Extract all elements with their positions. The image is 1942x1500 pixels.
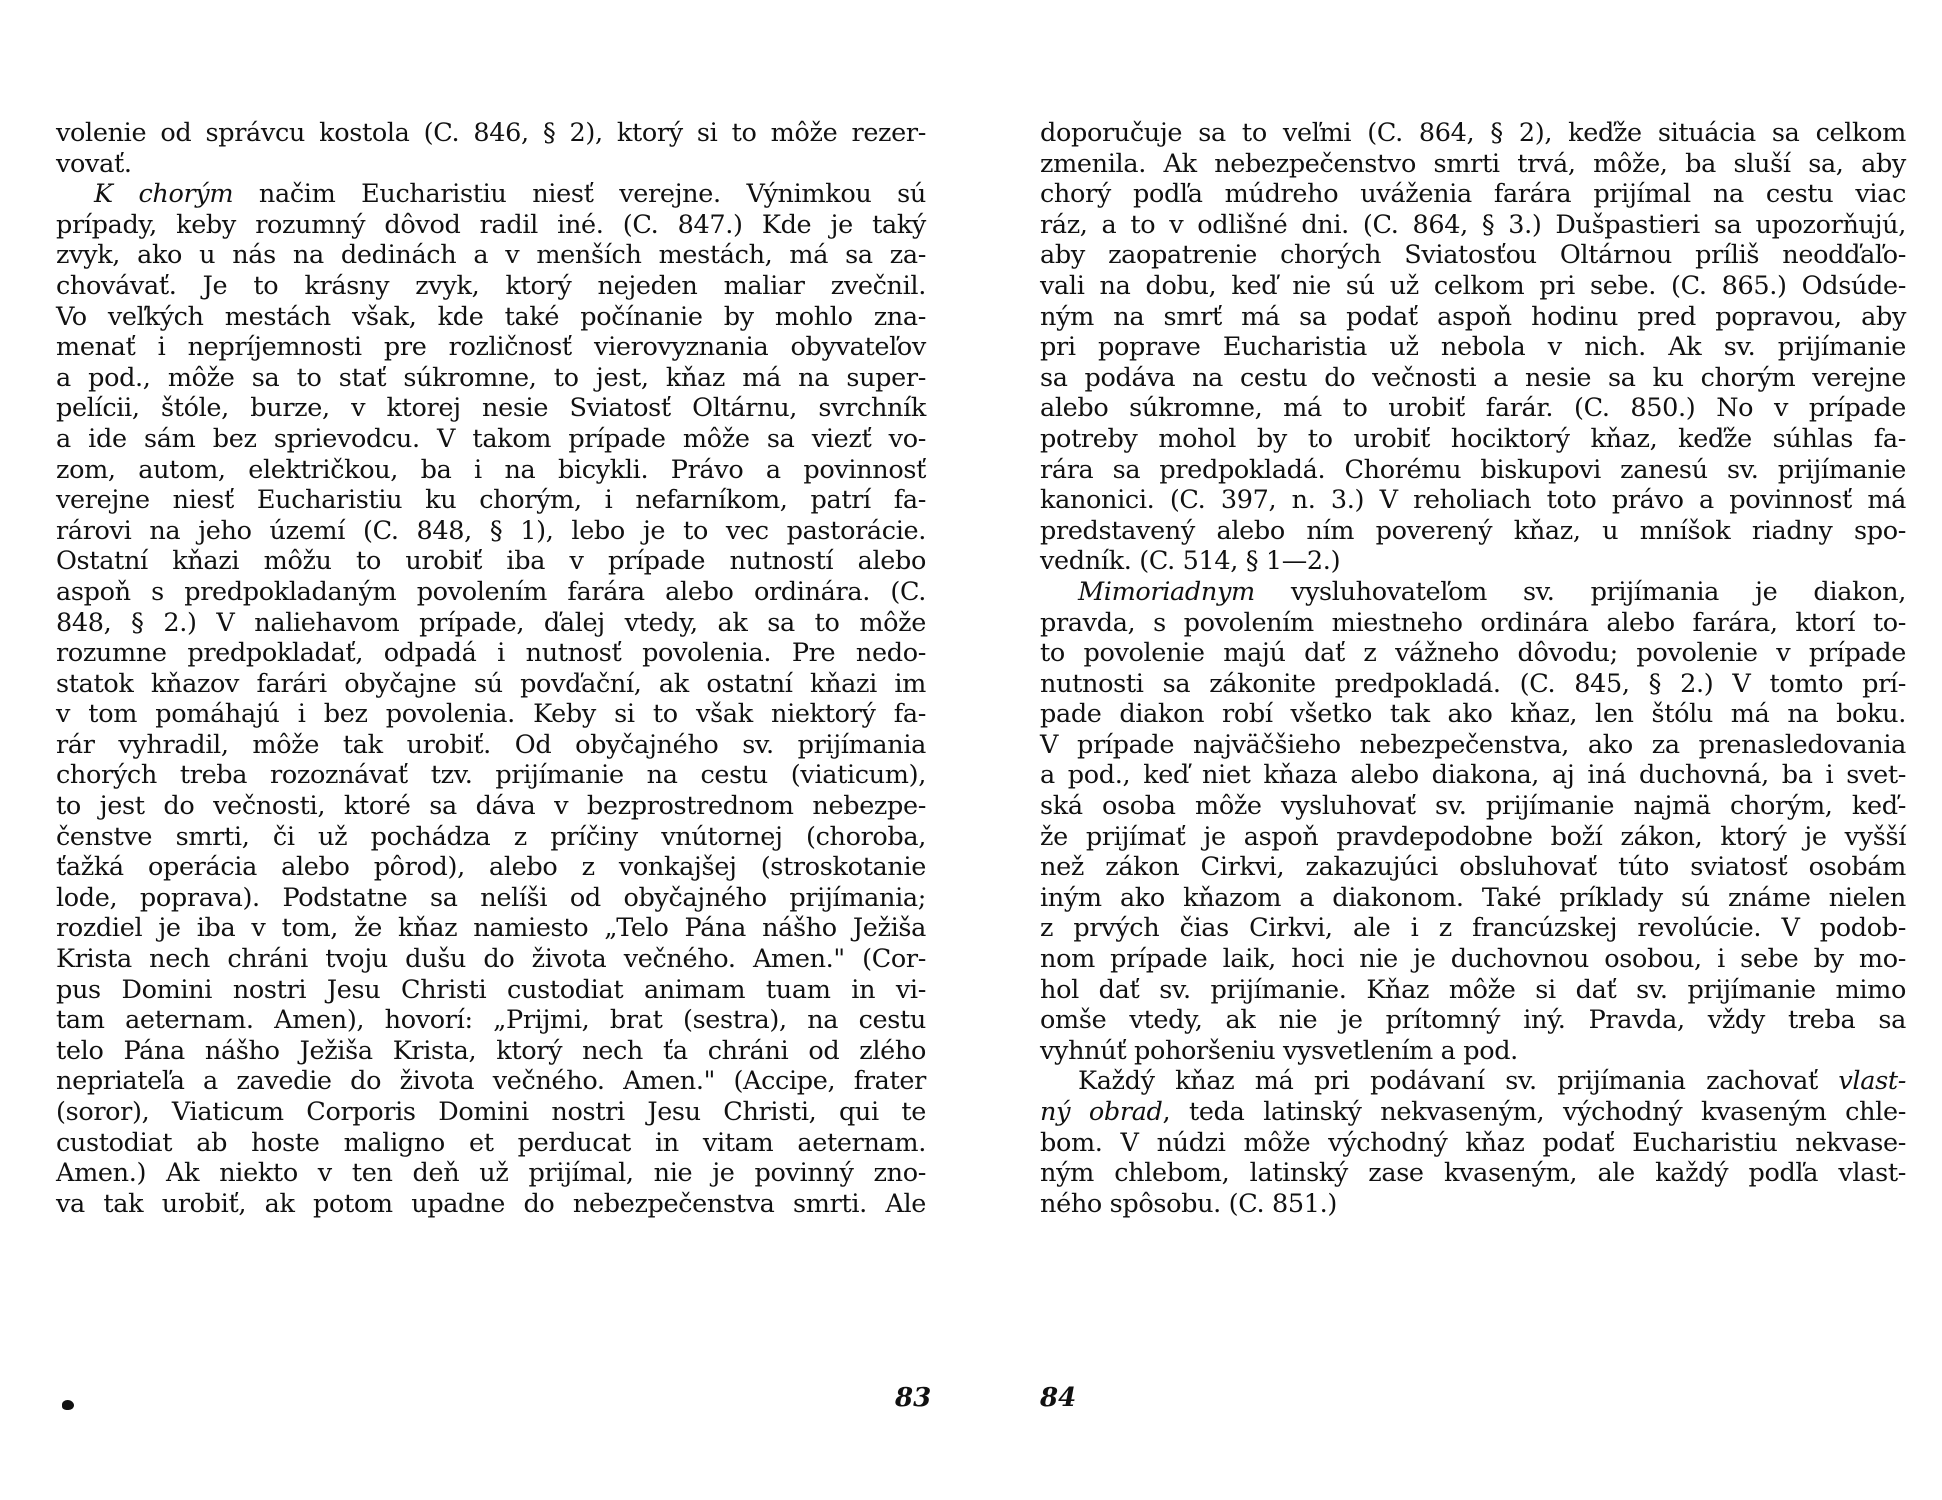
text-line: ráz, a to v odlišné dni. (C. 864, § 3.) Dušpastieri sa upozorňujú,	[1040, 209, 1906, 240]
text-line: rozdiel je iba v tom, že kňaz namiesto „Telo Pána nášho Ježiša	[56, 913, 926, 944]
text-line: pri poprave Eucharistia už nebola v nich. Ak sv. prijímanie	[1040, 332, 1906, 363]
text-line: ného spôsobu. (C. 851.)	[1040, 1188, 1337, 1219]
text-line: iným ako kňazom a diakonom. Také príklady sú známe nielen	[1040, 882, 1906, 913]
text-line: chovávať. Je to krásny zvyk, ktorý nejeden maliar zvečnil.	[56, 270, 926, 301]
paragraph-start-k-chorym	[56, 179, 926, 210]
italic-emphasis: Mimoriadnym	[1078, 576, 1255, 607]
text-line: telo Pána nášho Ježiša Krista, ktorý nech ťa chráni od zlého	[56, 1035, 926, 1066]
text-line: lode, poprava). Podstatne sa nelíši od obyčajného prijímania;	[56, 882, 926, 913]
text-line: to jest do večnosti, ktoré sa dáva v bezprostrednom nebezpe-	[56, 791, 926, 822]
text-span: vysluhovateľom sv. prijímania je diakon,	[1254, 576, 1906, 607]
text-line: pade diakon robí všetko tak ako kňaz, len štólu má na boku.	[1040, 699, 1906, 730]
text-line: statok kňazov farári obyčajne sú povďační, ak ostatní kňazi im	[56, 668, 926, 699]
text-line: ným na smrť má sa podať aspoň hodinu pred popravou, aby	[1040, 301, 1906, 332]
text-line: V prípade najväčšieho nebezpečenstva, ako za prenasledovania	[1040, 729, 1906, 760]
text-line: custodiat ab hoste maligno et perducat in vitam aeternam.	[56, 1127, 926, 1158]
text-line: a pod., keď niet kňaza alebo diakona, aj iná duchovná, ba i svet-	[1040, 760, 1906, 791]
text-line: vedník. (C. 514, § 1—2.)	[1040, 546, 1341, 577]
text-line: aby zaopatrenie chorých Sviatosťou Oltárnou príliš neodďaľo-	[1040, 240, 1906, 271]
text-line: ská osoba môže vysluhovať sv. prijímanie najmä chorým, keď-	[1040, 791, 1906, 822]
text-line: než zákon Cirkvi, zakazujúci obsluhovať túto sviatosť osobám	[1040, 852, 1906, 883]
text-line: rár vyhradil, môže tak urobiť. Od obyčajného sv. prijímania	[56, 729, 926, 760]
text-line: hol dať sv. prijímanie. Kňaz môže si dať sv. prijímanie mimo	[1040, 974, 1906, 1005]
text-line: va tak urobiť, ak potom upadne do nebezpečenstva smrti. Ale	[56, 1188, 926, 1219]
text-line: omše vtedy, ak nie je prítomný iný. Pravda, vždy treba sa	[1040, 1005, 1906, 1036]
text-line: pravda, s povolením miestneho ordinára alebo farára, ktorí to-	[1040, 607, 1906, 638]
text-line: vyhnúť pohoršeniu vysvetlením a pod.	[1040, 1035, 1518, 1066]
text-line: že prijímať je aspoň pravdepodobne boží zákon, ktorý je vyšší	[1040, 821, 1906, 852]
text-line: verejne niesť Eucharistiu ku chorým, i nefarníkom, patrí fa-	[56, 485, 926, 516]
text-span: , teda latinský nekvaseným, východný kvaseným chle-	[1162, 1097, 1906, 1127]
italic-emphasis: ný obrad	[1040, 1097, 1163, 1127]
text-line: aspoň s predpokladaným povolením farára alebo ordinára. (C.	[56, 576, 926, 607]
right-page	[1040, 118, 1906, 1219]
text-line: rárovi na jeho území (C. 848, § 1), lebo je to vec pastorácie.	[56, 515, 926, 546]
text-line: nutnosti sa zákonite predpokladá. (C. 845, § 2.) V tomto prí-	[1040, 668, 1906, 699]
text-line: sa podáva na cestu do večnosti a nesie sa ku chorým verejne	[1040, 362, 1906, 393]
text-span: načim Eucharistiu niesť verejne. Výnimkou sú	[233, 179, 926, 210]
text-line: volenie od správcu kostola (C. 846, § 2), ktorý si to môže rezer-	[56, 118, 926, 148]
text-line: zmenila. Ak nebezpečenstvo smrti trvá, môže, ba sluší sa, aby	[1040, 148, 1906, 179]
text-line: pelícii, štóle, burze, v ktorej nesie Sviatosť Oltárnu, svrchník	[56, 393, 926, 424]
text-line: čenstve smrti, či už pochádza z príčiny vnútornej (choroba,	[56, 821, 926, 852]
ink-blot-mark	[62, 1400, 74, 1410]
text-line: prípady, keby rozumný dôvod radil iné. (C. 847.) Kde je taký	[56, 209, 926, 240]
paragraph-start-mimoriadnym	[1040, 577, 1906, 608]
text-line: vovať.	[56, 148, 132, 179]
text-line: ťažká operácia alebo pôrod), alebo z vonkajšej (stroskotanie	[56, 852, 926, 883]
text-line: pus Domini nostri Jesu Christi custodiat animam tuam in vi-	[56, 974, 926, 1005]
text-line: Vo veľkých mestách však, kde také počínanie by mohlo zna-	[56, 301, 926, 332]
text-line: potreby mohol by to urobiť hociktorý kňaz, keďže súhlas fa-	[1040, 423, 1906, 454]
text-line: zvyk, ako u nás na dedinách a v menších mestách, má sa za-	[56, 240, 926, 271]
text-line: nepriateľa a zavedie do života večného. Amen." (Accipe, frater	[56, 1066, 926, 1097]
text-line: chorý podľa múdreho uváženia farára prijímal na cestu viac	[1040, 179, 1906, 210]
paragraph-start-kazdy	[1040, 1066, 1906, 1097]
text-line: alebo súkromne, má to urobiť farár. (C. 850.) No v prípade	[1040, 393, 1906, 424]
text-line: v tom pomáhajú i bez povolenia. Keby si to však niektorý fa-	[56, 699, 926, 730]
text-line: z prvých čias Cirkvi, ale i z francúzskej revolúcie. V podob-	[1040, 913, 1906, 944]
text-line: menať i nepríjemnosti pre rozličnosť vierovyznania obyvateľov	[56, 332, 926, 363]
text-line: rozumne predpokladať, odpadá i nutnosť povolenia. Pre nedo-	[56, 638, 926, 669]
text-line: (soror), Viaticum Corporis Domini nostri Jesu Christi, qui te	[56, 1097, 926, 1127]
text-line: bom. V núdzi môže východný kňaz podať Eucharistiu nekvase-	[1040, 1127, 1906, 1158]
text-line: vali na dobu, keď nie sú už celkom pri sebe. (C. 865.) Odsúde-	[1040, 270, 1906, 301]
text-line: a ide sám bez sprievodcu. V takom prípade môže sa viezť vo-	[56, 423, 926, 454]
text-line: Amen.) Ak niekto v ten deň už prijímal, nie je povinný zno-	[56, 1158, 926, 1189]
text-line	[1040, 1097, 1906, 1128]
italic-emphasis: K chorým	[94, 179, 234, 210]
text-line: ným chlebom, latinský zase kvaseným, ale každý podľa vlast-	[1040, 1158, 1906, 1189]
left-page	[56, 118, 926, 1219]
text-line: a pod., môže sa to stať súkromne, to jest, kňaz má na super-	[56, 362, 926, 393]
page-number-right: 84	[1040, 1383, 1077, 1413]
text-line: doporučuje sa to veľmi (C. 864, § 2), keďže situácia sa celkom	[1040, 118, 1906, 148]
text-span: Každý kňaz má pri podávaní sv. prijímania zachovať	[1078, 1066, 1839, 1097]
text-line: 848, § 2.) V naliehavom prípade, ďalej vtedy, ak sa to môže	[56, 607, 926, 638]
text-line: Krista nech chráni tvoju dušu do života večného. Amen." (Cor-	[56, 944, 926, 975]
text-line: tam aeternam. Amen), hovorí: „Prijmi, brat (sestra), na cestu	[56, 1005, 926, 1036]
text-line: predstavený alebo ním poverený kňaz, u mníšok riadny spo-	[1040, 515, 1906, 546]
text-line: nom prípade laik, hoci nie je duchovnou osobou, i sebe by mo-	[1040, 944, 1906, 975]
text-line: kanonici. (C. 397, n. 3.) V reholiach toto právo a povinnosť má	[1040, 485, 1906, 516]
text-line: Ostatní kňazi môžu to urobiť iba v prípade nutností alebo	[56, 546, 926, 577]
italic-emphasis: vlast-	[1838, 1066, 1906, 1097]
text-line: zom, autom, električkou, ba i na bicykli. Právo a povinnosť	[56, 454, 926, 485]
text-line: chorých treba rozoznávať tzv. prijímanie na cestu (viaticum),	[56, 760, 926, 791]
page-number-left: 83	[895, 1383, 932, 1413]
text-line: rára sa predpokladá. Chorému biskupovi zanesú sv. prijímanie	[1040, 454, 1906, 485]
text-line: to povolenie majú dať z vážneho dôvodu; povolenie v prípade	[1040, 638, 1906, 669]
